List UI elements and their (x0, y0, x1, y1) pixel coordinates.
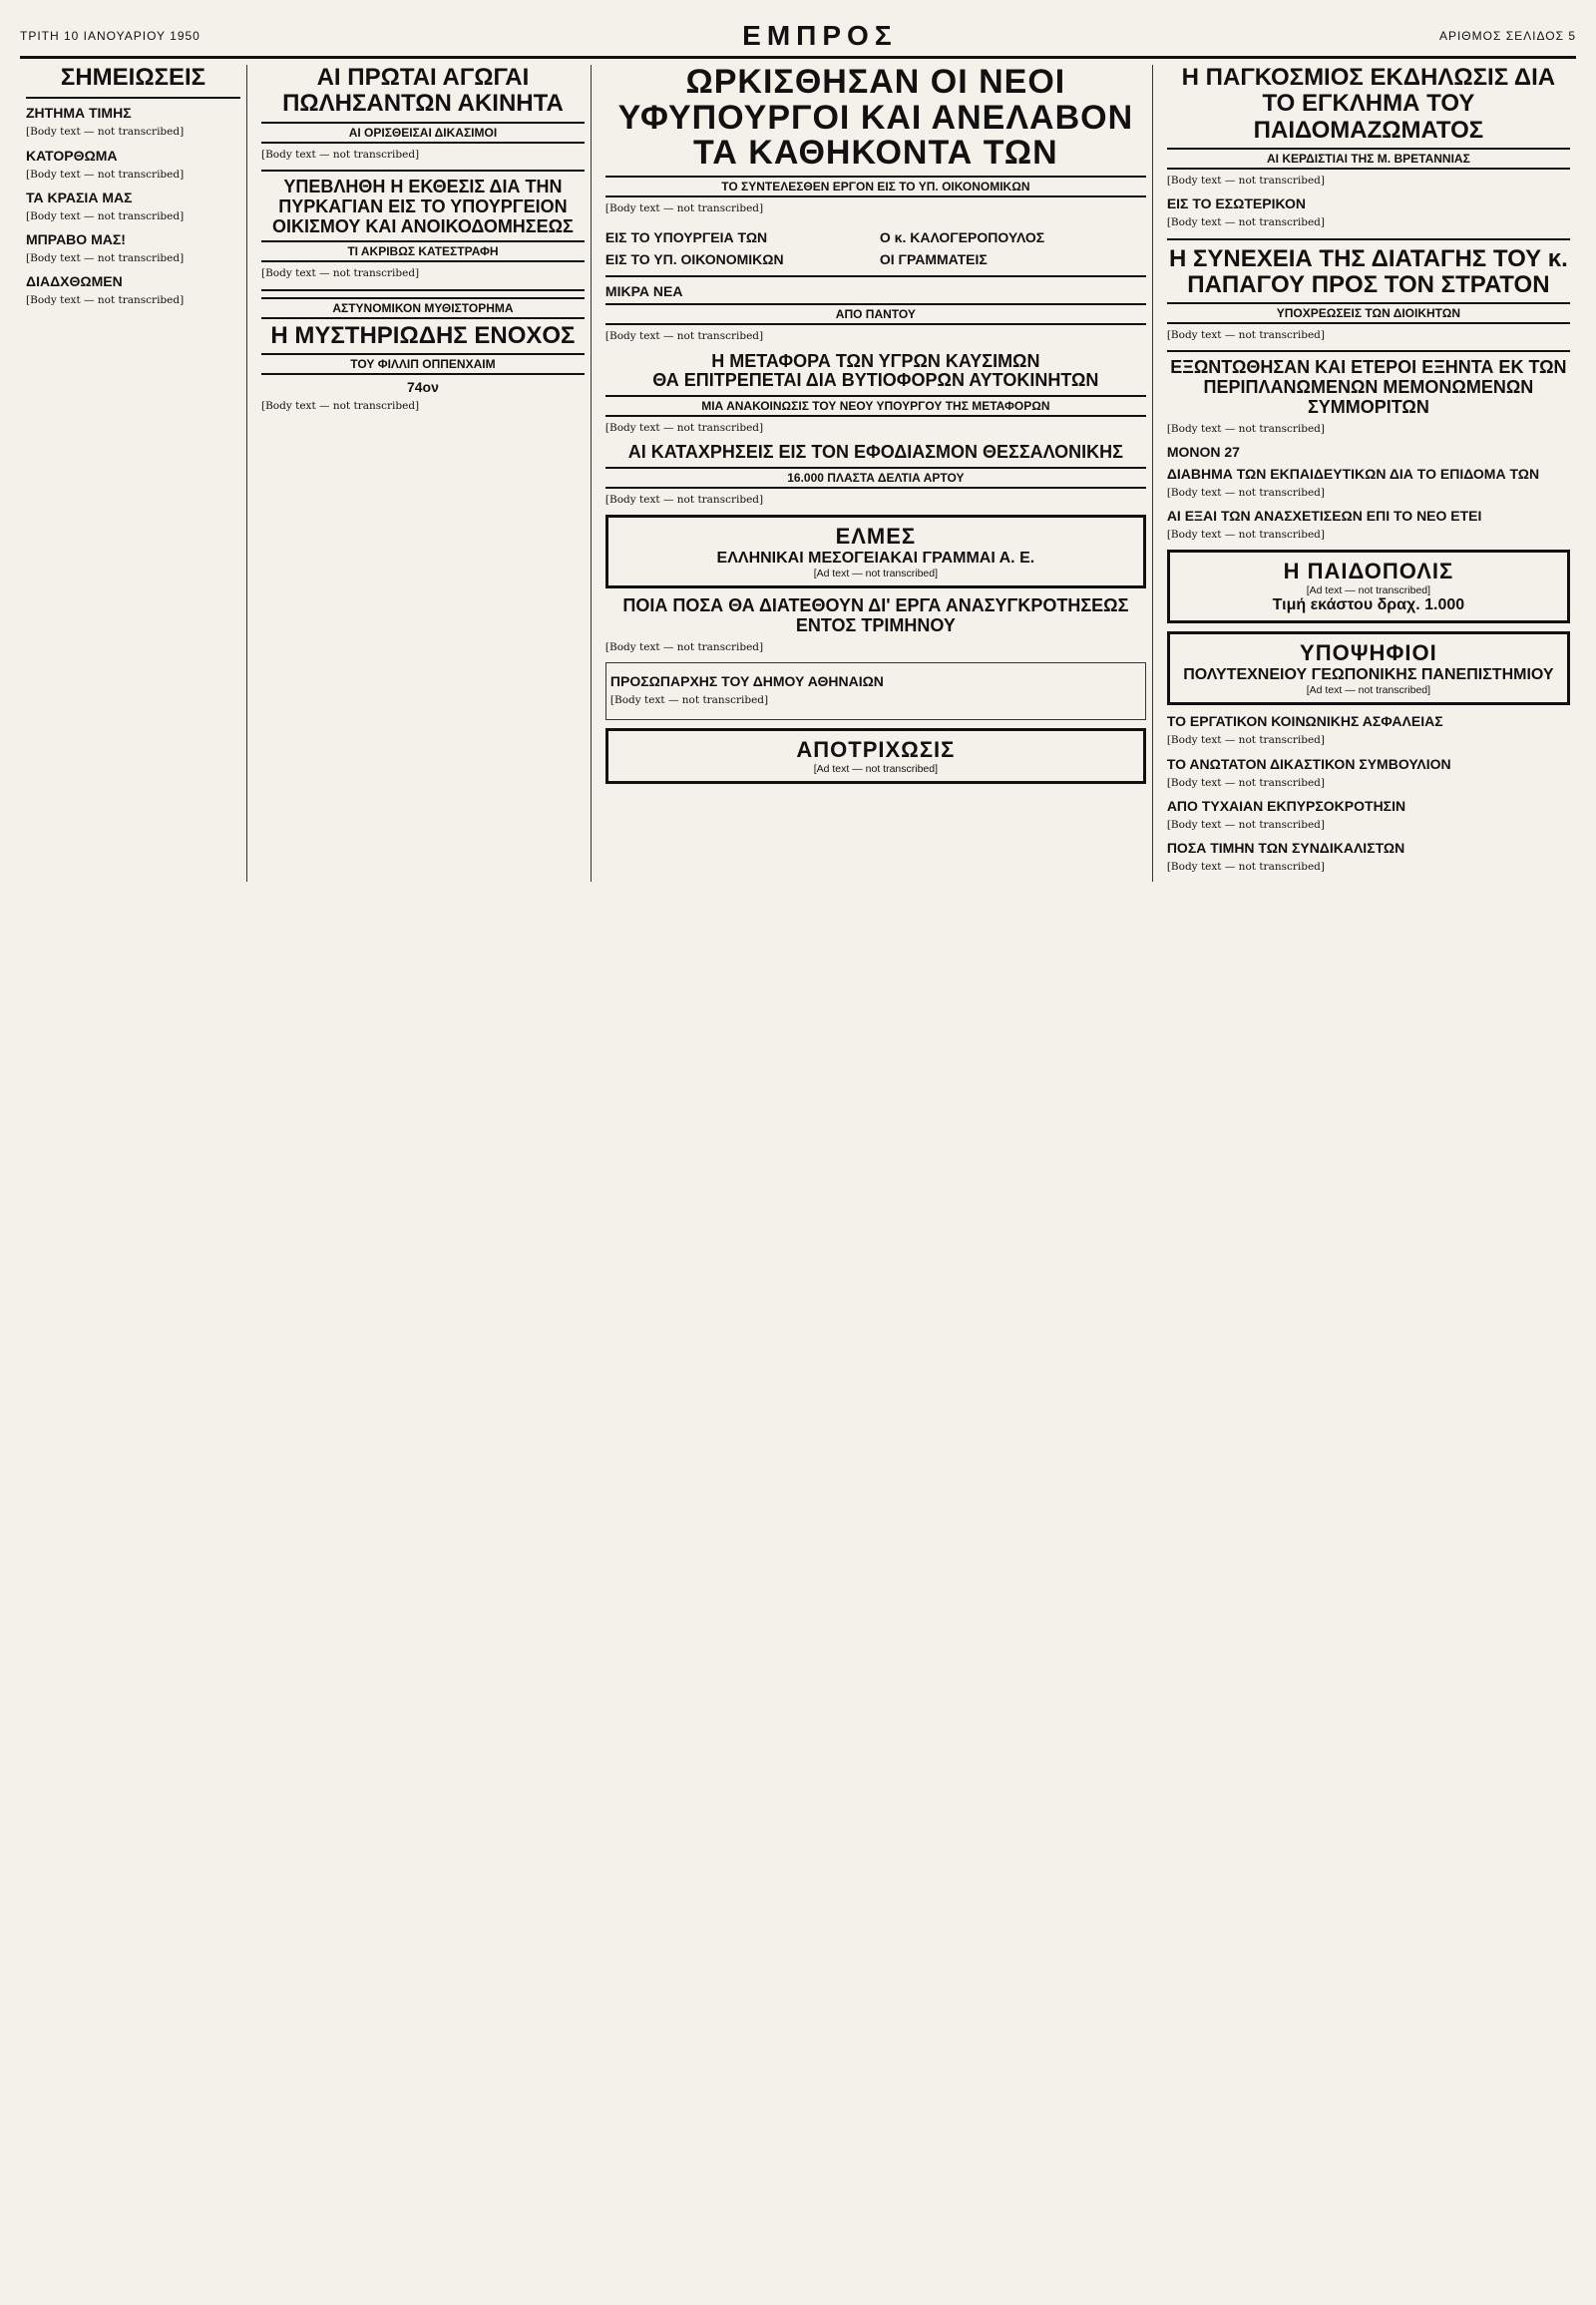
col3-thess-kicker: 16.000 ΠΛΑΣΤΑ ΔΕΛΤΙΑ ΑΡΤΟΥ (605, 467, 1146, 489)
col3-subhead-4: ΟΙ ΓΡΑΜΜΑΤΕΙΣ (879, 251, 988, 268)
divider (1167, 238, 1570, 240)
col4-exo-body: [Body text — not transcribed] (1166, 422, 1325, 435)
ad-paidopolis (1167, 550, 1570, 623)
col3-metaphora-kicker: ΜΙΑ ΑΝΑΚΟΙΝΩΣΙΣ ΤΟΥ ΝΕΟΥ ΥΠΟΥΡΓΟΥ ΤΗΣ ΜΕΤΑΦΟΡΩΝ (605, 395, 1146, 417)
ad-paidopolis-body: [Ad text — not transcribed] (1306, 584, 1431, 597)
divider (605, 275, 1146, 277)
col4-posa-body: [Body text — not transcribed] (1166, 860, 1325, 873)
newspaper-page (20, 20, 1576, 2265)
ad-elmes-title: ΕΛΜΕΣ (835, 524, 917, 550)
col4-ergatikis-title: ΤΟ ΕΡΓΑΤΙΚΟΝ ΚΟΙΝΩΝΙΚΗΣ ΑΣΦΑΛΕΙΑΣ (1166, 713, 1443, 730)
col3-poia-headline: ΠΟΙΑ ΠΟΣΑ ΘΑ ΔΙΑΤΕΘΟΥΝ ΔΙ' ΕΡΓΑ ΑΝΑΣΥΓΚΡΟΤΗΣΕΩΣ ΕΝΤΟΣ ΤΡΙΜΗΝΟΥ (622, 595, 1129, 636)
col1-section5-body: [Body text — not transcribed] (26, 294, 185, 307)
column-1 (20, 65, 247, 882)
divider (1167, 350, 1570, 352)
col3-headline: ΩΡΚΙΣΘΗΣΑΝ ΟΙ ΝΕΟΙ ΥΦΥΠΟΥΡΓΟΙ ΚΑΙ ΑΝΕΛΑΒΟΝ ΤΑ ΚΑΘΗΚΟΝΤΑ ΤΩΝ (617, 63, 1134, 173)
col3-subhead-2: ΕΙΣ ΤΟ ΥΠ. ΟΙΚΟΝΟΜΙΚΩΝ (604, 251, 784, 268)
col4-diatagi-kicker: ΥΠΟΧΡΕΩΣΕΙΣ ΤΩΝ ΔΙΟΙΚΗΤΩΝ (1167, 302, 1570, 324)
col3-poia-body: [Body text — not transcribed] (604, 640, 764, 653)
col3-small-body: [Body text — not transcribed] (604, 330, 764, 343)
ad-ypopsifioi (1167, 631, 1570, 705)
col1-section3-body: [Body text — not transcribed] (26, 209, 185, 222)
column-3 (599, 65, 1153, 882)
col3-thess-headline: ΑΙ ΚΑΤΑΧΡΗΣΕΙΣ ΕΙΣ ΤΟΝ ΕΦΟΔΙΑΣΜΟΝ ΘΕΣΣΑΛΟΝΙΚΗΣ (627, 442, 1123, 463)
ad-elmes (605, 515, 1146, 588)
col2-bottom-part: 74ον (406, 378, 439, 395)
col4-monon: ΜΟΝΟΝ 27 (1166, 444, 1240, 461)
col1-header: ΣΗΜΕΙΩΣΕΙΣ (60, 64, 206, 91)
col3-metaphora-sub: ΘΑ ΕΠΙΤΡΕΠΕΤΑΙ ΔΙΑ ΒΥΤΙΟΦΟΡΩΝ ΑΥΤΟΚΙΝΗΤΩΝ (652, 370, 1099, 391)
col4-esot-title: ΕΙΣ ΤΟ ΕΣΩΤΕΡΙΚΟΝ (1166, 195, 1306, 212)
col4-aiexai-body: [Body text — not transcribed] (1166, 529, 1325, 542)
divider (26, 97, 240, 99)
col4-diatagi-headline: Η ΣΥΝΕΧΕΙΑ ΤΗΣ ΔΙΑΤΑΓΗΣ ΤΟΥ κ. ΠΑΠΑΓΟΥ ΠΡΟΣ ΤΟΝ ΣΤΡΑΤΟΝ (1168, 244, 1568, 298)
col2-mid-body: [Body text — not transcribed] (260, 267, 420, 280)
ad-ypopsifioi-subtitle: ΠΟΛΥΤΕΧΝΕΙΟΥ ΓΕΩΠΟΝΙΚΗΣ ΠΑΝΕΠΙΣΤΗΜΙΟΥ (1183, 666, 1554, 684)
col2-top-kicker: ΑΙ ΟΡΙΣΘΕΙΣΑΙ ΔΙΚΑΣΙΜΟΙ (261, 122, 585, 144)
col3-small-kicker: ΑΠΟ ΠΑΝΤΟΥ (605, 303, 1146, 325)
col1-section3-title: ΤΑ ΚΡΑΣΙΑ ΜΑΣ (26, 189, 133, 205)
col1-section1-title: ΖΗΤΗΜΑ ΤΙΜΗΣ (26, 105, 132, 122)
col4-typhoon-title: ΑΠΟ ΤΥΧΑΙΑΝ ΕΚΠΥΡΣΟΚΡΟΤΗΣΙΝ (1166, 797, 1406, 814)
col4-body: [Body text — not transcribed] (1166, 175, 1325, 188)
ad-paidopolis-title: Η ΠΑΙΔΟΠΟΛΙΣ (1283, 559, 1454, 584)
col2-bottom-headline: Η ΜΥΣΤΗΡΙΩΔΗΣ ΕΝΟΧΟΣ (270, 321, 576, 349)
divider (261, 289, 585, 291)
col2-top-headline: ΑΙ ΠΡΩΤΑΙ ΑΓΩΓΑΙ ΠΩΛΗΣΑΝΤΩΝ ΑΚΙΝΗΤΑ (282, 64, 564, 118)
col3-subcol-right (880, 223, 1146, 269)
ad-elmes-body: [Ad text — not transcribed] (813, 568, 939, 580)
col2-mid-kicker: ΤΙ ΑΚΡΙΒΩΣ ΚΑΤΕΣΤΡΑΦΗ (261, 240, 585, 262)
masthead-page-number: ΑΡΙΘΜΟΣ ΣΕΛΙΔΟΣ 5 (1438, 29, 1576, 43)
col1-section5-title: ΔΙΑΔΧΘΩΜΕΝ (26, 273, 123, 290)
divider (261, 170, 585, 172)
col2-top-body: [Body text — not transcribed] (260, 148, 420, 161)
masthead-date: ΤΡΙΤΗ 10 ΙΑΝΟΥΑΡΙΟΥ 1950 (20, 29, 200, 43)
col1-section1-body: [Body text — not transcribed] (26, 126, 185, 139)
col3-small-box-1 (605, 662, 1146, 720)
ad-apotrichosis-title: ΑΠΟΤΡΙΧΩΣΙΣ (796, 737, 956, 763)
col4-typhoon-body: [Body text — not transcribed] (1166, 818, 1325, 831)
col3-subrow (605, 223, 1146, 269)
col3-metaphora-headline: Η ΜΕΤΑΦΟΡΑ ΤΩΝ ΥΓΡΩΝ ΚΑΥΣΙΜΩΝ (711, 350, 1040, 371)
column-4 (1161, 65, 1576, 882)
column-2 (255, 65, 592, 882)
ad-elmes-subtitle: ΕΛΛΗΝΙΚΑΙ ΜΕΣΟΓΕΙΑΚΑΙ ΓΡΑΜΜΑΙ Α. Ε. (716, 550, 1035, 568)
col3-small-box1-body: [Body text — not transcribed] (609, 694, 769, 706)
col2-bottom-kicker: ΤΟΥ ΦΙΛΛΙΠ ΟΠΠΕΝΧΑΙΜ (261, 353, 585, 375)
col4-diavima-body: [Body text — not transcribed] (1166, 487, 1325, 500)
col4-aiexai-title: ΑΙ ΕΞΑΙ ΤΩΝ ΑΝΑΣΧΕΤΙΣΕΩΝ ΕΠΙ ΤΟ ΝΕΟ ΕΤΕΙ (1166, 508, 1482, 525)
col4-diavima-title: ΔΙΑΒΗΜΑ ΤΩΝ ΕΚΠΑΙΔΕΥΤΙΚΩΝ ΔΙΑ ΤΟ ΕΠΙΔΟΜΑ ΤΩΝ (1166, 466, 1540, 483)
col2-bottom-section-title: ΑΣΤΥΝΟΜΙΚΟΝ ΜΥΘΙΣΤΟΡΗΜΑ (261, 297, 585, 319)
col4-anwtaton-body: [Body text — not transcribed] (1166, 776, 1325, 789)
ad-paidopolis-price: Τιμή εκάστου δραχ. 1.000 (1272, 596, 1465, 614)
col3-subhead-1: ΕΙΣ ΤΟ ΥΠΟΥΡΓΕΙΑ ΤΩΝ (604, 229, 768, 246)
col4-exo-headline: ΕΞΩΝΤΩΘΗΣΑΝ ΚΑΙ ΕΤΕΡΟΙ ΕΞΗΝΤΑ ΕΚ ΤΩΝ ΠΕΡΙΠΛΑΝΩΜΕΝΩΝ ΜΕΜΟΝΩΜΕΝΩΝ ΣΥΜΜΟΡΙΤΩΝ (1170, 357, 1567, 418)
masthead-title: ΕΜΠΡΟΣ (742, 20, 898, 51)
col1-section2-title: ΚΑΤΟΡΘΩΜΑ (26, 147, 118, 164)
masthead (20, 20, 1576, 59)
col2-mid-headline: ΥΠΕΒΛΗΘΗ Η ΕΚΘΕΣΙΣ ΔΙΑ ΤΗΝ ΠΥΡΚΑΓΙΑΝ ΕΙΣ ΤΟ ΥΠΟΥΡΓΕΙΟΝ ΟΙΚΙΣΜΟΥ ΚΑΙ ΑΝΟΙΚΟΔΟΜΗΣΕΩΣ (272, 176, 574, 236)
col3-thess-body: [Body text — not transcribed] (604, 494, 764, 507)
ad-apotrichosis-body: [Ad text — not transcribed] (813, 763, 939, 776)
ad-ypopsifioi-title: ΥΠΟΨΗΦΙΟΙ (1300, 640, 1437, 666)
col4-ergatikis-body: [Body text — not transcribed] (1166, 734, 1325, 747)
col4-posa-title: ΠΟΣΑ ΤΙΜΗΝ ΤΩΝ ΣΥΝΔΙΚΑΛΙΣΤΩΝ (1166, 839, 1405, 856)
col1-section4-body: [Body text — not transcribed] (26, 251, 185, 264)
col1-section2-body: [Body text — not transcribed] (26, 168, 185, 181)
col4-diatagi-body: [Body text — not transcribed] (1166, 329, 1325, 342)
col4-esot-body: [Body text — not transcribed] (1166, 216, 1325, 229)
col3-body: [Body text — not transcribed] (604, 202, 764, 215)
col3-subhead-3: Ο κ. ΚΑΛΟΓΕΡΟΠΟΥΛΟΣ (879, 229, 1045, 246)
col4-anwtaton-title: ΤΟ ΑΝΩΤΑΤΟΝ ΔΙΚΑΣΤΙΚΟΝ ΣΥΜΒΟΥΛΙΟΝ (1166, 755, 1451, 772)
col1-section4-title: ΜΠΡΑΒΟ ΜΑΣ! (26, 230, 126, 247)
ad-ypopsifioi-body: [Ad text — not transcribed] (1306, 684, 1431, 697)
col3-metaphora-body: [Body text — not transcribed] (604, 422, 764, 435)
col3-subcol-left (605, 223, 872, 269)
col2-bottom-body: [Body text — not transcribed] (260, 400, 420, 412)
col3-small-title: ΜΙΚΡΑ ΝΕΑ (604, 283, 683, 300)
ad-apotrichosis (605, 728, 1146, 784)
col3-small-box1-title: ΠΡΟΣΩΠΑΡΧΗΣ ΤΟΥ ΔΗΜΟΥ ΑΘΗΝΑΙΩΝ (609, 673, 884, 689)
col4-kicker: ΑΙ ΚΕΡΔΙΣΤΙΑΙ ΤΗΣ Μ. ΒΡΕΤΑΝΝΙΑΣ (1167, 148, 1570, 170)
columns (20, 65, 1576, 882)
col3-kicker: ΤΟ ΣΥΝΤΕΛΕΣΘΕΝ ΕΡΓΟΝ ΕΙΣ ΤΟ ΥΠ. ΟΙΚΟΝΟΜΙΚΩΝ (605, 176, 1146, 197)
col4-headline: Η ΠΑΓΚΟΣΜΙΟΣ ΕΚΔΗΛΩΣΙΣ ΔΙΑ ΤΟ ΕΓΚΛΗΜΑ ΤΟΥ ΠΑΙΔΟΜΑΖΩΜΑΤΟΣ (1181, 64, 1556, 144)
